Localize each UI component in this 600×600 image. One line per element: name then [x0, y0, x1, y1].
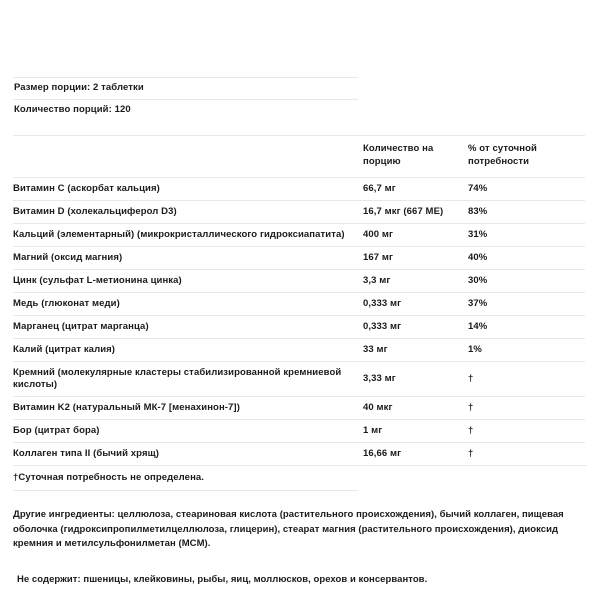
- table-row: [13, 362, 585, 397]
- nutrient-name: Калий (цитрат калия): [13, 339, 363, 362]
- nutrient-daily-value: 37%: [468, 293, 585, 316]
- table-row: [13, 443, 585, 466]
- nutrient-name: Витамин C (аскорбат кальция): [13, 178, 363, 201]
- nutrient-daily-value: 83%: [468, 201, 585, 224]
- allergen-statement-paragraph: Не содержит: пшеницы, клейковины, рыбы, яиц, моллюсков, орехов и консервантов.: [17, 573, 428, 585]
- nutrient-daily-value: †: [468, 443, 585, 466]
- column-header-nutrient: [13, 136, 363, 178]
- nutrient-name: Коллаген типа II (бычий хрящ): [13, 443, 363, 466]
- nutrient-amount: 16,66 мг: [363, 443, 468, 466]
- table-row: [13, 201, 585, 224]
- nutrient-name: Цинк (сульфат L-метионина цинка): [13, 270, 363, 293]
- servings-per-container-row: [13, 99, 587, 121]
- nutrient-daily-value: 30%: [468, 270, 585, 293]
- column-header-amount-per-serving: Количество на порцию: [363, 136, 468, 178]
- table-row: [13, 420, 585, 443]
- table-header-row: [13, 136, 585, 178]
- nutrient-daily-value: †: [468, 420, 585, 443]
- servings-per-container-text: Количество порций: 120: [14, 104, 131, 115]
- nutrient-name: Кальций (элементарный) (микрокристаллического гидроксиапатита): [13, 224, 363, 247]
- table-row: [13, 270, 585, 293]
- nutrient-name: [13, 362, 363, 397]
- table-row: [13, 178, 585, 201]
- footnote-separator: [13, 490, 587, 508]
- nutrient-name-text: Кремний (молекулярные кластеры стабилизированной кремниевой кислоты): [13, 366, 342, 390]
- nutrient-name: Марганец (цитрат марганца): [13, 316, 363, 339]
- nutrient-name: Медь (глюконат меди): [13, 293, 363, 316]
- daily-value-footnote: [13, 465, 587, 490]
- column-header-percent-daily-value: % от суточной потребности: [468, 136, 585, 178]
- nutrient-name: Витамин K2 (натуральный МК-7 [менахинон-7]): [13, 397, 363, 420]
- nutrient-name: Витамин D (холекальциферол D3): [13, 201, 363, 224]
- table-header: [13, 136, 585, 178]
- nutrient-amount: 16,7 мкг (667 МЕ): [363, 201, 468, 224]
- nutrient-amount: 33 мг: [363, 339, 468, 362]
- table-row: [13, 397, 585, 420]
- daily-value-footnote-text: †Суточная потребность не определена.: [13, 472, 205, 483]
- nutrient-amount: 400 мг: [363, 224, 468, 247]
- serving-size-row: [13, 77, 587, 99]
- nutrient-amount: 0,333 мг: [363, 293, 468, 316]
- nutrient-name: Магний (оксид магния): [13, 247, 363, 270]
- table-row: [13, 316, 585, 339]
- nutrient-name: Бор (цитрат бора): [13, 420, 363, 443]
- nutrient-amount: 66,7 мг: [363, 178, 468, 201]
- table-row: [13, 293, 585, 316]
- nutrient-amount: 1 мг: [363, 420, 468, 443]
- supplement-facts-table: [13, 135, 585, 465]
- table-row: [13, 247, 585, 270]
- nutrient-daily-value: 40%: [468, 247, 585, 270]
- nutrient-amount: 40 мкг: [363, 397, 468, 420]
- nutrient-amount: 0,333 мг: [363, 316, 468, 339]
- nutrient-amount: 167 мг: [363, 247, 468, 270]
- table-body: [13, 178, 585, 466]
- top-spacer: [13, 0, 587, 77]
- nutrient-amount: 3,33 мг: [363, 362, 468, 397]
- table-row: [13, 224, 585, 247]
- nutrient-daily-value: †: [468, 397, 585, 420]
- nutrient-daily-value: 31%: [468, 224, 585, 247]
- nutrient-daily-value: †: [468, 362, 585, 397]
- table-row: [13, 339, 585, 362]
- serving-size-text: Размер порции: 2 таблетки: [14, 82, 144, 93]
- serving-table-gap: [13, 121, 587, 135]
- nutrient-daily-value: 14%: [468, 316, 585, 339]
- other-ingredients-paragraph: Другие ингредиенты: целлюлоза, стеариновая кислота (растительного происхождения), бычий коллаген, пищевая оболочка (гидроксипропилметилцеллюлоза, глицерин), стеарат магния (растительного происхождения), диоксид кремния и метилсульфонилметан (MCM).: [13, 509, 564, 549]
- nutrient-daily-value: 74%: [468, 178, 585, 201]
- nutrient-amount: 3,3 мг: [363, 270, 468, 293]
- nutrient-daily-value: 1%: [468, 339, 585, 362]
